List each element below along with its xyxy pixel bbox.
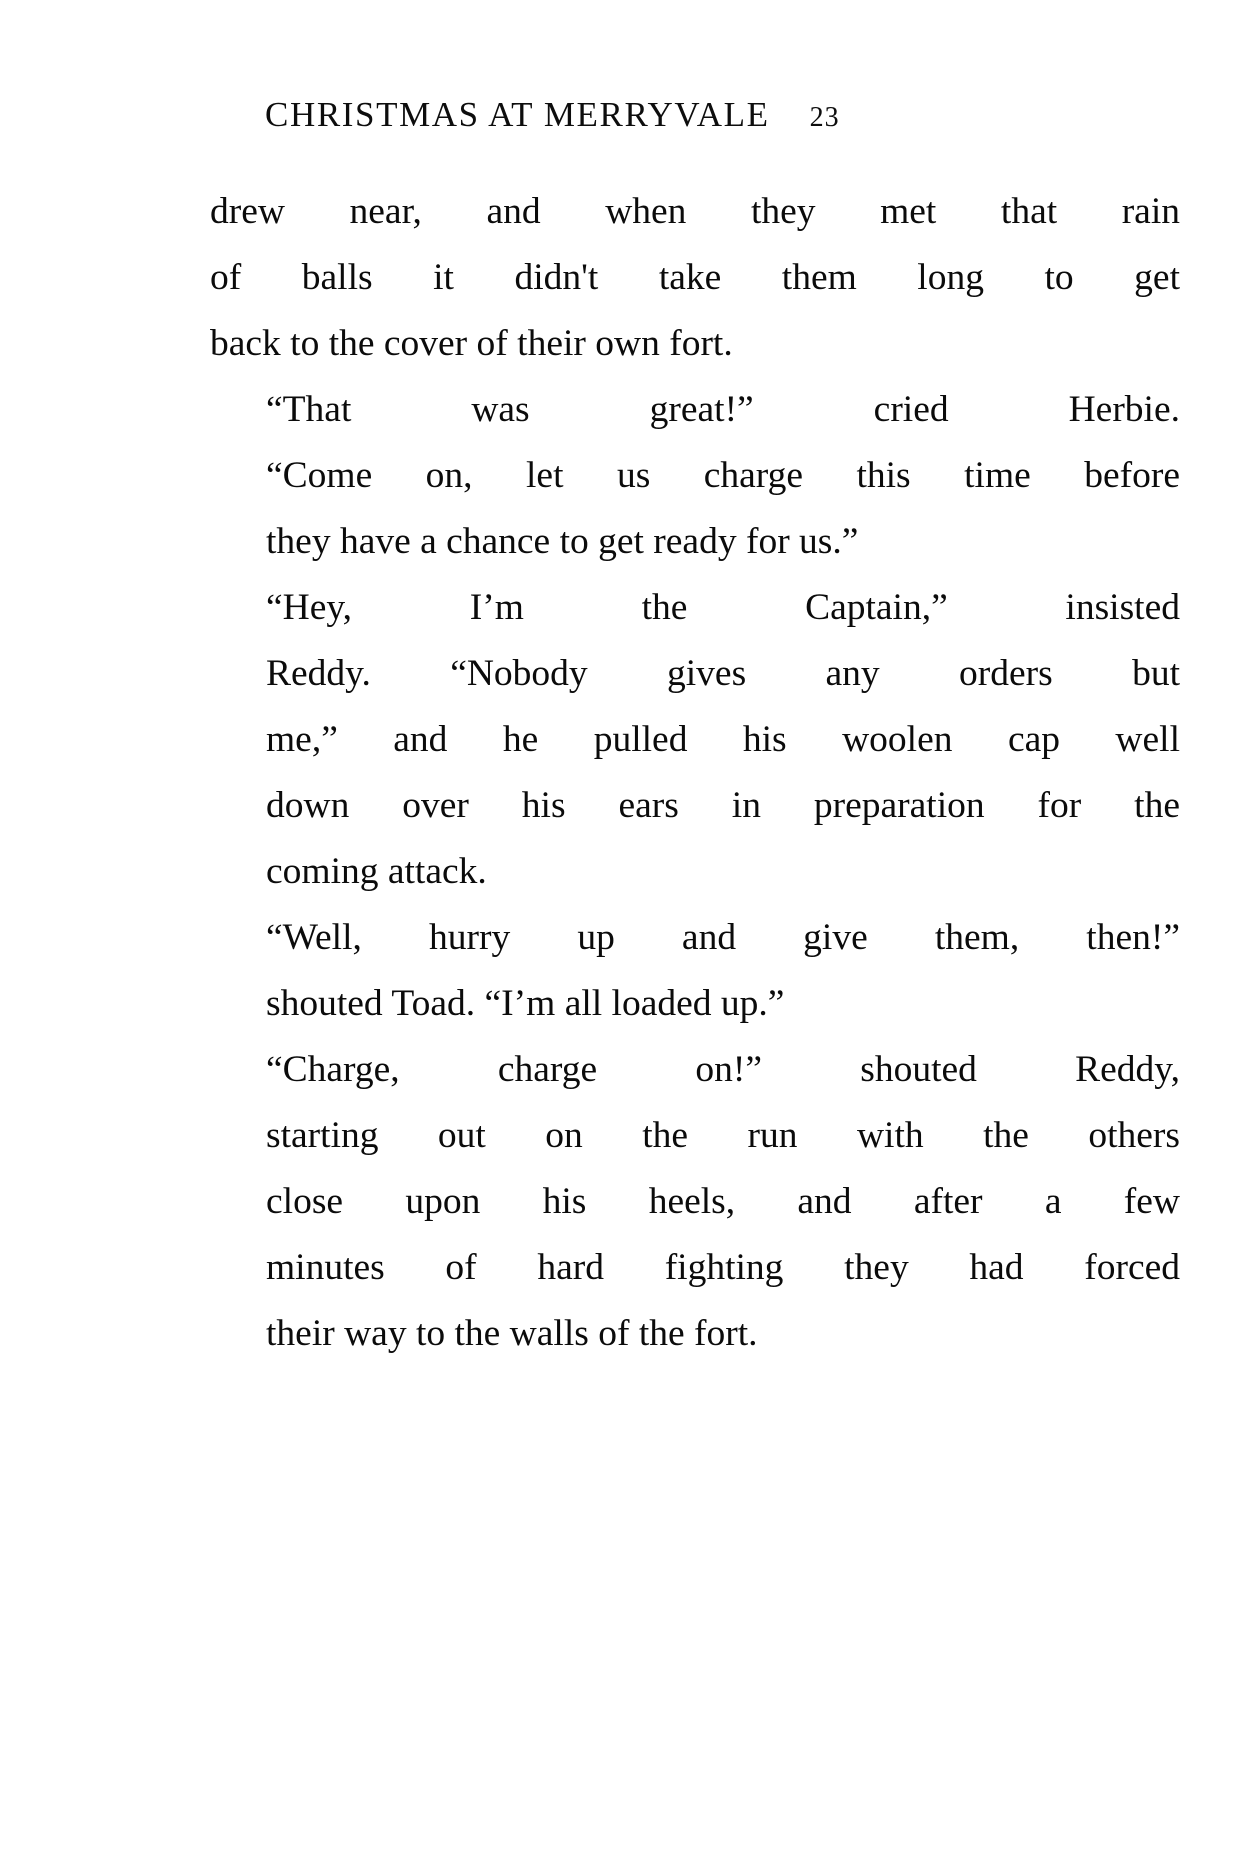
text-line: “Charge, charge on!” shouted Reddy,	[266, 1049, 1180, 1090]
text-line: back to the cover of their own fort.	[210, 323, 733, 364]
running-head-title: CHRISTMAS AT MERRYVALE	[265, 95, 770, 134]
text-line: “Hey, I’m the Captain,” insisted	[266, 587, 1180, 628]
text-line: they have a chance to get ready for us.”	[266, 521, 859, 562]
paragraph	[210, 1037, 1180, 1367]
text-line: drew near, and when they met that rain	[210, 191, 1180, 232]
text-line: shouted Toad. “I’m all loaded up.”	[266, 983, 785, 1024]
text-line: “That was great!” cried Herbie.	[266, 389, 1180, 430]
text-line: of balls it didn't take them long to get	[210, 257, 1180, 298]
running-head	[265, 95, 1180, 135]
text-line: “Come on, let us charge this time before	[266, 455, 1180, 496]
text-line: minutes of hard fighting they had forced	[266, 1247, 1180, 1288]
text-line: starting out on the run with the others	[266, 1115, 1180, 1156]
page-content	[210, 95, 1180, 1367]
paragraph	[210, 179, 1180, 377]
text-line: me,” and he pulled his woolen cap well	[266, 719, 1180, 760]
text-line: down over his ears in preparation for the	[266, 785, 1180, 826]
text-line: their way to the walls of the fort.	[266, 1313, 758, 1354]
paragraph	[210, 377, 1180, 575]
text-line: “Well, hurry up and give them, then!”	[266, 917, 1180, 958]
text-line: coming attack.	[266, 851, 487, 892]
page-number: 23	[809, 102, 840, 133]
text-line: close upon his heels, and after a few	[266, 1181, 1180, 1222]
body-text	[210, 179, 1180, 1367]
paragraph	[210, 575, 1180, 905]
paragraph	[210, 905, 1180, 1037]
text-line: Reddy. “Nobody gives any orders but	[266, 653, 1180, 694]
